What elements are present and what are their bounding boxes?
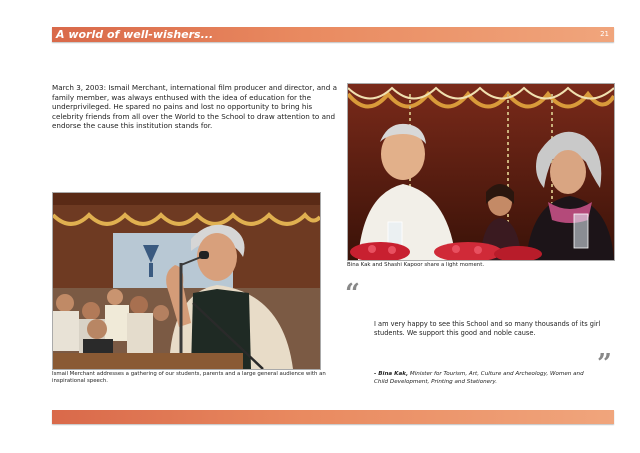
- attribution-name: - Bina Kak,: [374, 371, 409, 377]
- left-photo-caption: Ismail Merchant addresses a gathering of our students, parents and a large general audience with an inspirational speech.: [52, 371, 326, 384]
- quote-text: I am very happy to see this School and so many thousands of its girl students. We support this good and noble cause.: [374, 320, 601, 338]
- page-title: A world of well-wishers...: [56, 28, 214, 41]
- close-quote-mark: ”: [597, 349, 612, 379]
- open-quote-mark: “: [345, 279, 360, 309]
- quote-attribution: [374, 371, 594, 386]
- attribution-role: Minister for Tourism, Art, Culture and Archeology, Women and Child Development, Printing and Stationery.: [374, 371, 584, 385]
- right-photo-caption: Bina Kak and Shashi Kapoor share a light moment.: [347, 262, 485, 268]
- photo-ismail-merchant-speech: [52, 192, 321, 370]
- footer-bar: [52, 410, 614, 424]
- intro-paragraph: March 3, 2003: Ismail Merchant, international film producer and director, and a family member, was always enthused with the idea of education for the underprivileged. He spared no pains and lost no opportunity to bring his celebrity friends from all over the World to the School to draw attention to and endorse the cause this institution stands for.: [52, 83, 337, 131]
- page-number: 21: [600, 30, 609, 38]
- photo-bina-kak-shashi-kapoor: [347, 83, 615, 261]
- header-bar: [52, 27, 614, 42]
